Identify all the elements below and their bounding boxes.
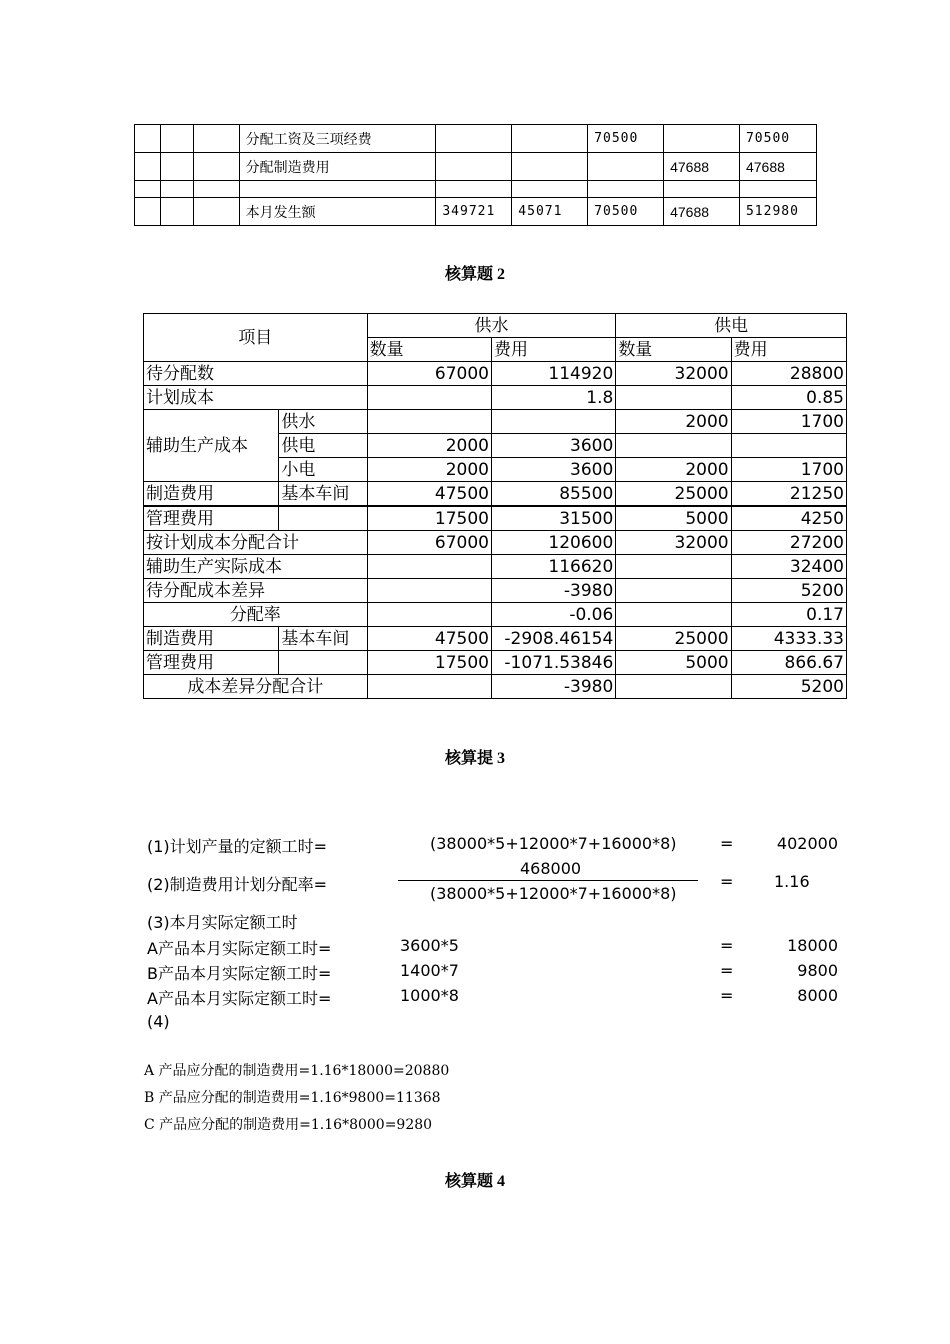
table-cell <box>731 434 846 458</box>
table-cell <box>367 386 491 410</box>
table-cell: 47500 <box>367 482 491 507</box>
table-cell: -3980 <box>491 579 615 603</box>
table-cell <box>367 555 491 579</box>
table-cell <box>616 603 731 627</box>
calc-expr-c: 1000*8 <box>400 986 459 1005</box>
table-row <box>144 386 847 410</box>
table-cell: 1700 <box>731 458 846 482</box>
row-label: 分配制造费用 <box>239 153 436 181</box>
row-label: 待分配成本差异 <box>144 579 368 603</box>
table-cell <box>616 386 731 410</box>
calc-eq-a: = <box>720 936 734 955</box>
row-label: 制造费用 <box>144 482 279 507</box>
table-row <box>144 410 847 434</box>
table-cell: 0.17 <box>731 603 846 627</box>
table-cell <box>436 153 512 181</box>
table-cell: 47688 <box>664 198 740 226</box>
calc-eq-2: = <box>720 872 734 891</box>
row-sublabel <box>279 506 367 531</box>
table-cell <box>664 125 740 153</box>
table-cell: 17500 <box>367 506 491 531</box>
table-cell <box>616 555 731 579</box>
row-label: 管理费用 <box>144 651 279 675</box>
header-power: 供电 <box>616 314 847 338</box>
table-row <box>144 531 847 555</box>
table-cell: 2000 <box>616 410 731 434</box>
table-cell: 2000 <box>616 458 731 482</box>
row-label: 按计划成本分配合计 <box>144 531 368 555</box>
table-cell <box>367 579 491 603</box>
header-qty: 数量 <box>367 338 491 362</box>
table-cell: -3980 <box>491 675 615 699</box>
calc-eq-b: = <box>720 961 734 980</box>
table-row <box>144 675 847 699</box>
table-cell: 116620 <box>491 555 615 579</box>
fraction-line <box>398 880 698 881</box>
table-cell: 349721 <box>436 198 512 226</box>
calc-eq-c: = <box>720 986 734 1005</box>
header-row <box>144 314 847 338</box>
table-cell: 512980 <box>739 198 816 226</box>
table-cell: 0.85 <box>731 386 846 410</box>
table-cell <box>367 603 491 627</box>
table-cell: 47500 <box>367 627 491 651</box>
table-cell <box>512 153 588 181</box>
table-cell: 5000 <box>616 506 731 531</box>
table-cell: 70500 <box>739 125 816 153</box>
alloc-line-a: A 产品应分配的制造费用=1.16*18000=20880 <box>144 1063 450 1079</box>
table-row <box>144 579 847 603</box>
table-row <box>144 651 847 675</box>
table-cell: -2908.46154 <box>491 627 615 651</box>
calc-expr-a: 3600*5 <box>400 936 459 955</box>
table-cell: 2000 <box>367 434 491 458</box>
table-cell: 4333.33 <box>731 627 846 651</box>
table-cell <box>512 125 588 153</box>
table-row <box>135 153 817 181</box>
table-row <box>144 555 847 579</box>
table-cell: 5200 <box>731 579 846 603</box>
table-cell: 3600 <box>491 434 615 458</box>
row-label: 管理费用 <box>144 506 279 531</box>
table-cell: 47688 <box>664 153 740 181</box>
row-sublabel: 小电 <box>279 458 367 482</box>
table-row <box>144 362 847 386</box>
calc-val-a: 18000 <box>787 936 838 955</box>
header-cost: 费用 <box>731 338 846 362</box>
table-row <box>144 627 847 651</box>
calc-val-b: 9800 <box>797 961 838 980</box>
calc-label-c: A产品本月实际定额工时= <box>147 989 332 1008</box>
table-cell <box>588 153 664 181</box>
calc-label-2: (2)制造费用计划分配率= <box>147 875 328 894</box>
table-cell: 4250 <box>731 506 846 531</box>
table-cell: 114920 <box>491 362 615 386</box>
row-sublabel: 供水 <box>279 410 367 434</box>
table-cell: 28800 <box>731 362 846 386</box>
table-row <box>135 125 817 153</box>
table-cell <box>367 675 491 699</box>
calc-val-c: 8000 <box>797 986 838 1005</box>
row-label: 分配工资及三项经费 <box>239 125 436 153</box>
table-cell: 1700 <box>731 410 846 434</box>
table-row <box>135 181 817 198</box>
table-row <box>144 603 847 627</box>
table-cell <box>616 675 731 699</box>
calc-label-b: B产品本月实际定额工时= <box>147 964 332 983</box>
table-cell: 32000 <box>616 362 731 386</box>
table-cell: 67000 <box>367 531 491 555</box>
row-label: 本月发生额 <box>239 198 436 226</box>
row-label: 分配率 <box>144 603 368 627</box>
table-row <box>144 482 847 507</box>
row-sublabel <box>279 651 367 675</box>
table-cell: 5000 <box>616 651 731 675</box>
table-cell: 5200 <box>731 675 846 699</box>
table-cell: 866.67 <box>731 651 846 675</box>
header-cost: 费用 <box>491 338 615 362</box>
section-heading-2: 核算题 2 <box>444 266 505 283</box>
table-cell: 17500 <box>367 651 491 675</box>
table-cell: 21250 <box>731 482 846 507</box>
calc-numerator-2: 468000 <box>520 859 582 878</box>
alloc-line-b: B 产品应分配的制造费用=1.16*9800=11368 <box>144 1090 441 1106</box>
header-qty: 数量 <box>616 338 731 362</box>
table-cell: 85500 <box>491 482 615 507</box>
row-sublabel: 供电 <box>279 434 367 458</box>
row-sublabel: 基本车间 <box>279 482 367 507</box>
table-cell: -0.06 <box>491 603 615 627</box>
table-cell <box>616 579 731 603</box>
aux-cost-table <box>143 313 847 699</box>
calc-val-1: 402000 <box>776 834 838 853</box>
table-cell: 1.8 <box>491 386 615 410</box>
table-cell <box>616 434 731 458</box>
calc-expr-b: 1400*7 <box>400 961 459 980</box>
table-cell: 25000 <box>616 482 731 507</box>
table-cell: 25000 <box>616 627 731 651</box>
calc-eq-1: = <box>720 834 734 853</box>
calc-label-a: A产品本月实际定额工时= <box>147 939 332 958</box>
row-sublabel: 基本车间 <box>279 627 367 651</box>
table-cell: 47688 <box>739 153 816 181</box>
row-label: 制造费用 <box>144 627 279 651</box>
calc-label-4: (4) <box>147 1012 170 1031</box>
table-cell: 120600 <box>491 531 615 555</box>
table-cell <box>491 410 615 434</box>
table-cell: 45071 <box>512 198 588 226</box>
alloc-line-c: C 产品应分配的制造费用=1.16*8000=9280 <box>144 1117 433 1133</box>
section-heading-4: 核算题 4 <box>444 1173 505 1190</box>
row-label: 辅助生产成本 <box>144 410 279 482</box>
table-cell: 67000 <box>367 362 491 386</box>
table-cell: 31500 <box>491 506 615 531</box>
section-heading-3: 核算提 3 <box>444 750 505 767</box>
calc-label-3: (3)本月实际定额工时 <box>147 913 298 932</box>
calc-denominator-2: (38000*5+12000*7+16000*8) <box>430 884 677 903</box>
table-cell: 70500 <box>588 198 664 226</box>
calc-val-2: 1.16 <box>774 872 810 891</box>
header-item: 项目 <box>144 314 368 362</box>
table-cell: 2000 <box>367 458 491 482</box>
table-row <box>135 198 817 226</box>
table-row <box>144 506 847 531</box>
calc-label-1: (1)计划产量的定额工时= <box>147 837 328 856</box>
cost-table-top <box>134 124 817 226</box>
table-cell: -1071.53846 <box>491 651 615 675</box>
row-label: 待分配数 <box>144 362 368 386</box>
table-cell: 3600 <box>491 458 615 482</box>
table-cell: 32400 <box>731 555 846 579</box>
row-label: 成本差异分配合计 <box>144 675 368 699</box>
table-cell <box>367 410 491 434</box>
table-cell: 27200 <box>731 531 846 555</box>
header-water: 供水 <box>367 314 616 338</box>
row-label: 辅助生产实际成本 <box>144 555 368 579</box>
row-label: 计划成本 <box>144 386 368 410</box>
table-cell: 70500 <box>588 125 664 153</box>
calc-expr-1: (38000*5+12000*7+16000*8) <box>430 834 677 853</box>
table-cell <box>436 125 512 153</box>
table-cell: 32000 <box>616 531 731 555</box>
